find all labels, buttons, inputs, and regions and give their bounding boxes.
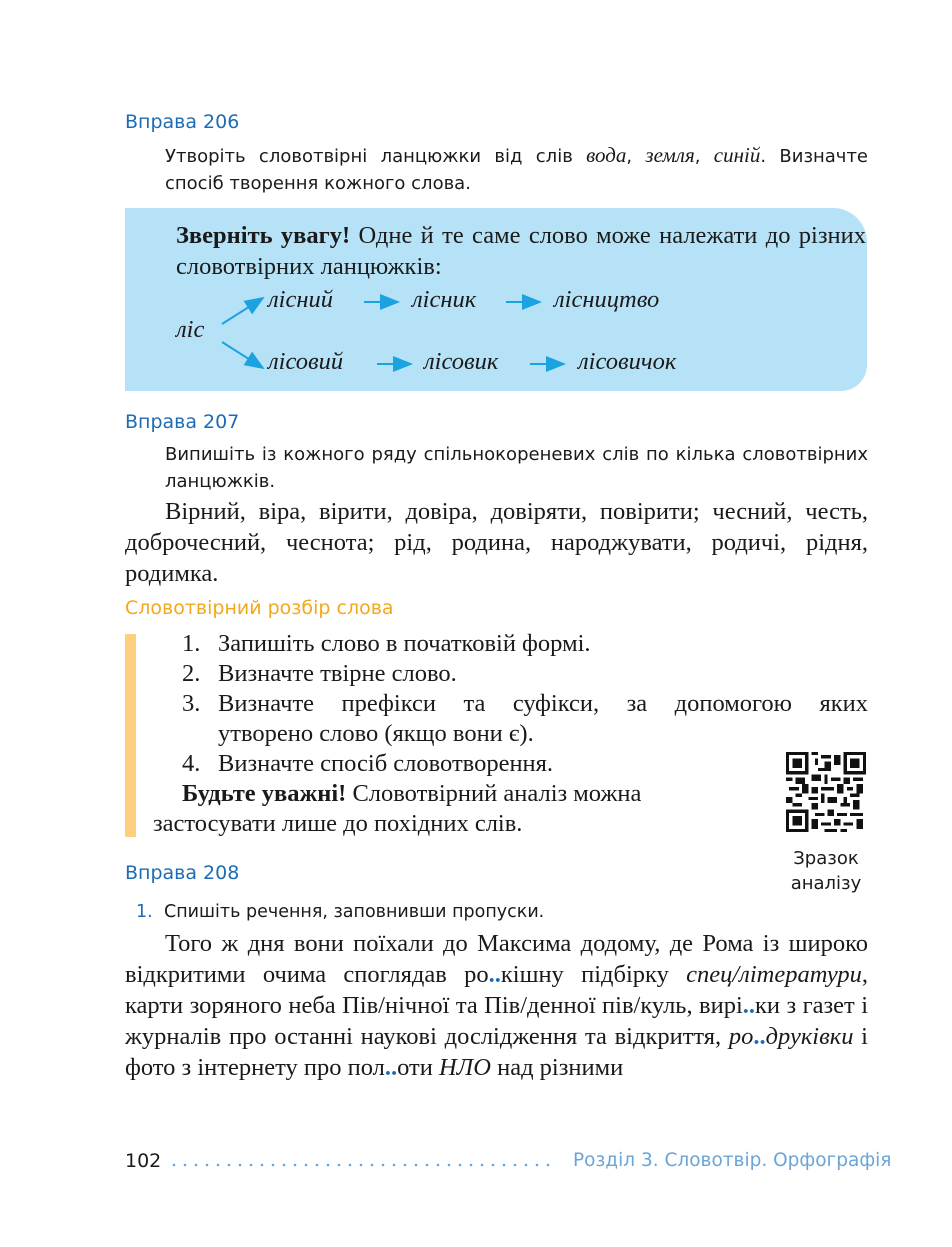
step-text: Визначте спосіб словотворення. bbox=[218, 750, 554, 777]
italic-word: спец/літератури bbox=[686, 961, 862, 988]
italic-word: друківки bbox=[765, 1023, 854, 1050]
step-text: Запишіть слово в початковій формі. bbox=[218, 630, 591, 657]
warning-label: Будьте уважні! bbox=[182, 780, 347, 807]
qr-caption-line2: аналізу bbox=[790, 873, 862, 894]
italic-word: НЛО bbox=[438, 1054, 491, 1081]
gap-marker: .. bbox=[488, 961, 501, 988]
gap-marker: .. bbox=[384, 1054, 398, 1081]
text-part: над різними bbox=[490, 1054, 624, 1081]
text-part: кішну підбірку bbox=[500, 961, 687, 988]
italic-word: ро bbox=[728, 1023, 754, 1050]
footer-section-title: Розділ 3. Словотвір. Орфографія bbox=[573, 1150, 892, 1171]
qr-caption-line1: Зразок bbox=[793, 848, 859, 869]
task-text: Спишіть речення, заповнивши пропуски. bbox=[164, 902, 545, 922]
gap-marker: .. bbox=[742, 992, 756, 1019]
chain-root-word: ліс bbox=[176, 316, 205, 343]
analysis-step-3-cont bbox=[182, 719, 534, 749]
step-text: утворено слово (якщо вони є). bbox=[218, 720, 534, 747]
step-number: 4. bbox=[182, 750, 201, 777]
analysis-step-2 bbox=[182, 659, 457, 689]
attention-body: Одне й те саме слово може належати до різних словотвірних ланцюжків: bbox=[176, 222, 866, 280]
text-part: оти bbox=[397, 1054, 439, 1081]
chain1-word-3: лісництво bbox=[554, 286, 660, 313]
text-part: і фото з інтернету про пол bbox=[125, 1023, 868, 1081]
word-zemlia: земля bbox=[645, 143, 695, 167]
attention-label: Зверніть увагу! bbox=[176, 222, 351, 249]
chain2-word-1: лісовий bbox=[268, 348, 344, 375]
task-text: . Визначте спосіб творення кожного слова. bbox=[165, 146, 869, 194]
step-number: 2. bbox=[182, 660, 201, 687]
attention-note-text bbox=[176, 220, 866, 282]
analysis-step-3 bbox=[182, 689, 868, 719]
word-synii: синій bbox=[713, 143, 761, 167]
chain1-word-1: лісний bbox=[268, 286, 334, 313]
warning-text: Словотвірний аналіз можна bbox=[346, 780, 642, 807]
word-voda: вода bbox=[586, 143, 627, 167]
text-part: Того ж дня вони поїхали до Максима додому, де Рома із широко відкритими очима споглядав ро bbox=[125, 930, 868, 988]
exercise-208-title: Вправа 208 bbox=[125, 862, 240, 884]
step-number: 1. bbox=[182, 630, 201, 657]
exercise-206-task bbox=[165, 142, 868, 197]
gap-marker: .. bbox=[753, 1023, 766, 1050]
exercise-207-text: Вірний, віра, вірити, довіра, довіряти, повірити; чесний, честь, доброчесний, чеснота; рід, родина, народжувати, родичі, рідня, родимка. bbox=[125, 498, 868, 587]
separator: , bbox=[694, 146, 714, 167]
text-part: , карти зоряного неба Пів/нічної та Пів/денної пів/куль, вирі bbox=[125, 961, 868, 1019]
exercise-207-title: Вправа 207 bbox=[125, 411, 240, 433]
separator: , bbox=[626, 146, 646, 167]
step-text: Визначте твірне слово. bbox=[218, 660, 457, 687]
analysis-warning-line2: застосувати лише до похідних слів. bbox=[153, 810, 523, 837]
analysis-warning-line1 bbox=[182, 779, 641, 809]
step-number: 3. bbox=[182, 690, 201, 717]
step-text: Визначте префікси та суфікси, за допомогою яких bbox=[218, 690, 868, 717]
exercise-206-title: Вправа 206 bbox=[125, 111, 240, 133]
analysis-step-1 bbox=[182, 629, 591, 659]
exercise-207-task: Випишіть із кожного ряду спільнокореневих слів по кілька словотвірних ланцюжків. bbox=[165, 444, 868, 492]
analysis-step-4 bbox=[182, 749, 553, 779]
exercise-208-text bbox=[125, 928, 868, 1083]
chain2-word-3: лісовичок bbox=[578, 348, 677, 375]
task-number: 1. bbox=[136, 902, 153, 922]
exercise-208-task bbox=[136, 899, 839, 926]
task-text: Утворіть словотвірні ланцюжки від слів bbox=[165, 146, 587, 167]
chain1-word-2: лісник bbox=[412, 286, 477, 313]
qr-caption bbox=[770, 846, 882, 896]
page-number: 102 bbox=[125, 1150, 162, 1172]
chain2-word-2: лісовик bbox=[424, 348, 499, 375]
text-part: ки з газет і журналів про останні наукові дослідження та відкриття, bbox=[125, 992, 868, 1050]
footer-dotted-rule bbox=[172, 1163, 556, 1167]
analysis-title: Словотвірний розбір слова bbox=[125, 597, 394, 619]
analysis-side-bar bbox=[125, 634, 136, 837]
qr-code-icon[interactable] bbox=[786, 752, 866, 832]
